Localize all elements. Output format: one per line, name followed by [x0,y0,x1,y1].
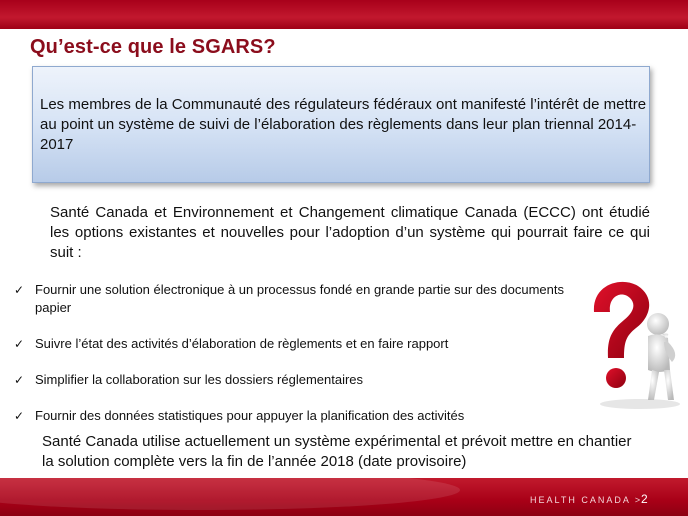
footer-organization: HEALTH CANADA > [530,495,643,505]
check-icon: ✓ [14,283,25,297]
bullet-item [14,371,574,389]
slide-title: Qu’est-ce que le SGARS? [30,36,276,58]
callout-text: Les membres de la Communauté des régulateurs fédéraux ont manifesté l’intérêt de mettre au point un système de suivi de l’élaboration des règlements dans leur plan triennal 2014-2017 [40,96,647,153]
header-band [0,0,688,29]
check-icon: ✓ [14,409,25,423]
conclusion-paragraph: Santé Canada utilise actuellement un système expérimental et prévoit mettre en chantier la solution complète vers la fin de l’année 2018 (date provisoire) [42,433,632,470]
bullet-list [14,281,574,425]
callout-box [32,66,650,183]
check-icon: ✓ [14,373,25,387]
bullet-item [14,335,574,353]
bullet-text: Suivre l’état des activités d’élaboration de règlements et en faire rapport [35,336,449,351]
page-number: 2 [641,492,648,506]
check-icon: ✓ [14,337,25,351]
question-mark-figure-icon [582,272,686,417]
bullet-text: Simplifier la collaboration sur les dossiers réglementaires [35,372,364,387]
bullet-text: Fournir des données statistiques pour appuyer la planification des activités [35,408,465,423]
bullet-item [14,407,574,425]
intro-paragraph: Santé Canada et Environnement et Changement climatique Canada (ECCC) ont étudié les options existantes et nouvelles pour l’adoption d’un système qui pourrait faire ce qui suit : [50,204,650,261]
bullet-text: Fournir une solution électronique à un processus fondé en grande partie sur des documents papier [35,282,564,315]
bullet-item [14,281,574,317]
